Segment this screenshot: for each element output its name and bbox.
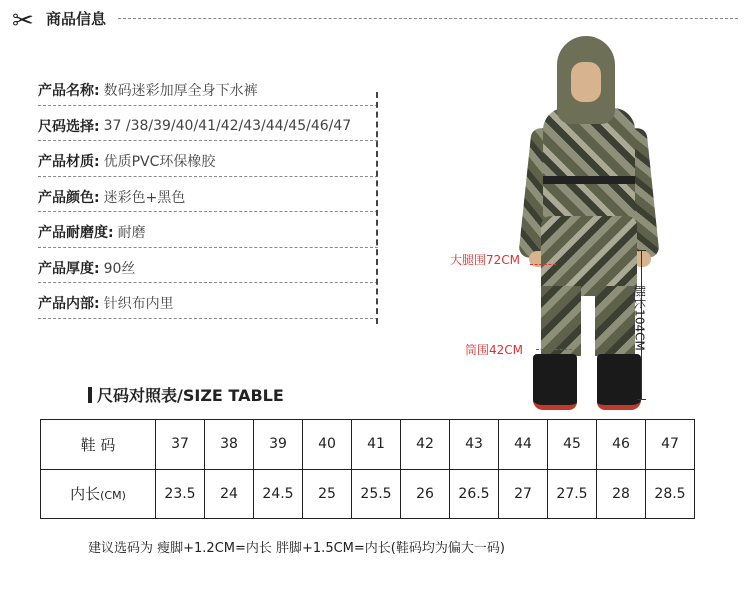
- jacket-torso: [543, 108, 635, 228]
- inner-length-cell: 24.5: [254, 469, 303, 519]
- table-row-shoe-size: [41, 420, 695, 470]
- sizing-tip: 建议选码为 瘦脚+1.2CM=内长 胖脚+1.5CM=内长(鞋码均为偏大一码): [88, 541, 505, 556]
- right-boot: [597, 354, 641, 410]
- section-header: [0, 0, 750, 40]
- thigh-measure-line: [530, 264, 556, 265]
- attr-label: 产品内部:: [38, 296, 100, 313]
- product-attributes: [38, 70, 378, 319]
- inner-length-label: 内长: [70, 485, 101, 504]
- inner-length-cell: 28: [597, 469, 646, 519]
- attr-value: 数码迷彩加厚全身下水裤: [103, 83, 258, 100]
- title-bar-marker: [88, 387, 92, 403]
- calf-measure-line: [536, 349, 572, 350]
- attr-label: 产品颜色:: [38, 189, 100, 206]
- attr-row-durability: [38, 212, 378, 248]
- shoe-size-cell: 38: [205, 420, 254, 470]
- attr-value: 耐磨: [117, 225, 146, 242]
- shoe-size-cell: 47: [646, 420, 695, 470]
- inner-length-cell: 27.5: [548, 469, 597, 519]
- inner-length-header: [41, 469, 156, 519]
- shoe-size-cell: 40: [303, 420, 352, 470]
- shoe-size-cell: 41: [352, 420, 401, 470]
- attr-value: 针织布内里: [103, 296, 174, 313]
- inner-length-cell: 26.5: [450, 469, 499, 519]
- inner-length-cell: 26: [401, 469, 450, 519]
- scissors-icon: ✂: [12, 6, 34, 36]
- attr-value: 90丝: [103, 260, 136, 277]
- shoe-size-cell: 39: [254, 420, 303, 470]
- attr-label: 产品材质:: [38, 154, 100, 171]
- thigh-circumference-label: 大腿围72CM: [450, 253, 521, 267]
- vertical-divider: [376, 92, 378, 324]
- section-title: 商品信息: [46, 10, 107, 28]
- left-boot: [533, 354, 577, 410]
- model-face: [571, 62, 601, 102]
- product-photo: [525, 36, 655, 414]
- inner-length-cell: 25: [303, 469, 352, 519]
- table-row-inner-length: [41, 469, 695, 519]
- inner-length-cell: 23.5: [156, 469, 205, 519]
- attr-label: 产品名称:: [38, 83, 100, 100]
- attr-row-thickness: [38, 248, 378, 284]
- attr-value: 37 /38/39/40/41/42/43/44/45/46/47: [103, 117, 352, 134]
- shoe-size-cell: 37: [156, 420, 205, 470]
- calf-circumference-label: 筒围42CM: [465, 343, 524, 357]
- attr-label: 产品厚度:: [38, 260, 100, 277]
- waist-belt: [543, 176, 635, 184]
- shoe-size-cell: 42: [401, 420, 450, 470]
- left-leg: [541, 286, 581, 356]
- attr-row-name: [38, 70, 378, 106]
- attr-label: 尺码选择:: [38, 118, 100, 135]
- header-divider: [118, 18, 738, 19]
- attr-row-sizes: [38, 106, 378, 142]
- size-table-title: [88, 383, 284, 406]
- leg-length-label: 腿长104CM: [632, 285, 647, 351]
- size-table: [40, 419, 695, 519]
- inner-length-unit: (CM): [100, 489, 126, 503]
- shoe-size-cell: 43: [450, 420, 499, 470]
- attr-row-lining: [38, 283, 378, 319]
- inner-length-cell: 24: [205, 469, 254, 519]
- attr-value: 优质PVC环保橡胶: [103, 154, 216, 171]
- wader-legs: [541, 216, 637, 296]
- inner-length-cell: 28.5: [646, 469, 695, 519]
- attr-row-color: [38, 177, 378, 213]
- attr-label: 产品耐磨度:: [38, 225, 114, 242]
- shoe-size-cell: 46: [597, 420, 646, 470]
- shoe-size-header: 鞋 码: [41, 420, 156, 470]
- attr-value: 迷彩色+黑色: [103, 189, 186, 206]
- right-leg: [595, 286, 635, 356]
- shoe-size-cell: 45: [548, 420, 597, 470]
- size-table-title-text: 尺码对照表/SIZE TABLE: [97, 386, 284, 405]
- inner-length-cell: 25.5: [352, 469, 401, 519]
- attr-row-material: [38, 141, 378, 177]
- inner-length-cell: 27: [499, 469, 548, 519]
- shoe-size-cell: 44: [499, 420, 548, 470]
